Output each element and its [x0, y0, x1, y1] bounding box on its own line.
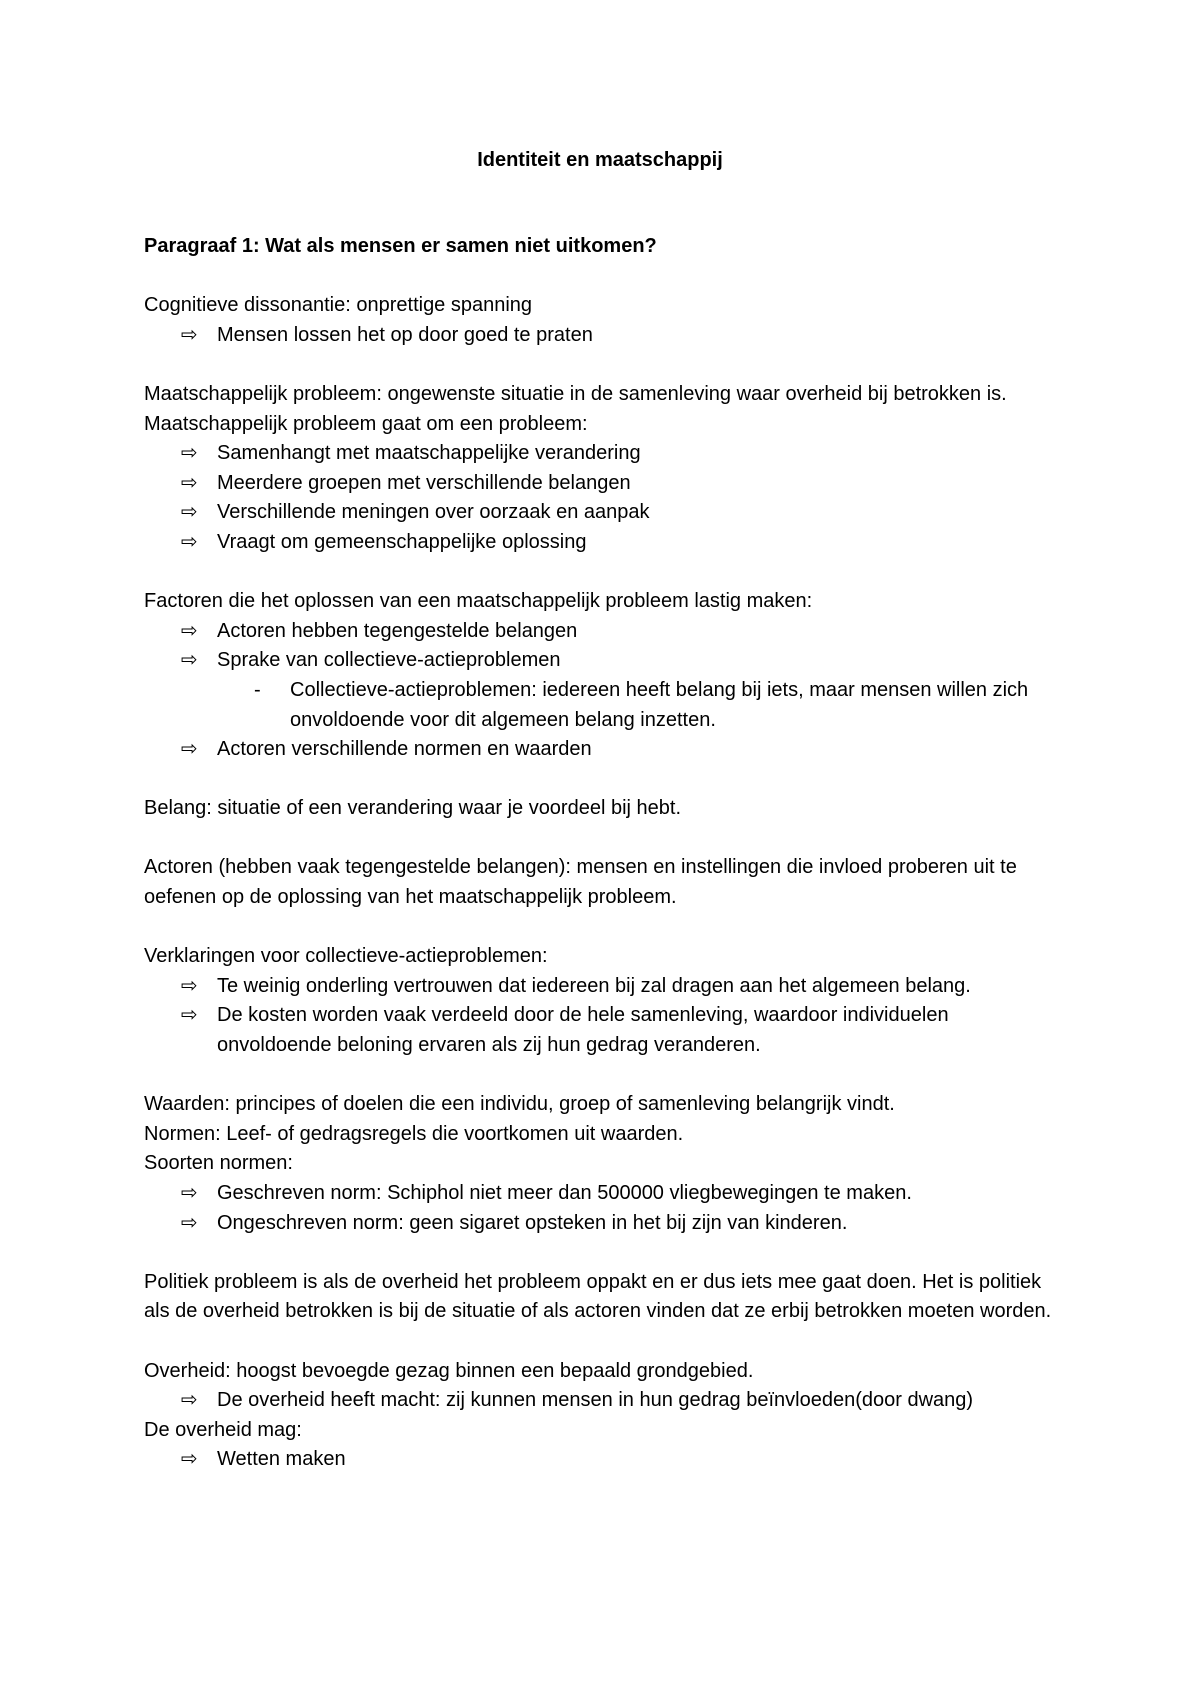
paragraph-gap	[144, 350, 1064, 380]
arrow-bullet-icon: ⇨	[181, 1211, 198, 1234]
government-powers-intro: De overheid mag:	[144, 1418, 302, 1441]
paragraph-gap	[144, 1327, 1064, 1357]
arrow-bullet-icon: ⇨	[181, 1182, 198, 1204]
arrow-list-item: ⇨ Actoren hebben tegengestelde belangen	[144, 617, 1064, 647]
paragraph-gap	[144, 262, 1064, 292]
arrow-bullet-icon: ⇨	[181, 738, 198, 761]
definition-social-problem: Maatschappelijk probleem: ongewenste situatie in de samenleving waar overheid bij betrokken is.	[144, 382, 1007, 405]
paragraph-gap	[144, 824, 1064, 854]
factors-intro: Factoren die het oplossen van een maatschappelijk probleem lastig maken:	[144, 590, 813, 613]
norm-types-intro: Soorten normen:	[144, 1152, 293, 1175]
arrow-list-item: ⇨ Ongeschreven norm: geen sigaret opsteken in het bij zijn van kinderen.	[144, 1209, 1064, 1239]
definition-cognitive-dissonance: Cognitieve dissonantie: onprettige spanning	[144, 294, 533, 317]
definition-actors: Actoren (hebben vaak tegengestelde belangen): mensen en instellingen die invloed proberen uit te oefenen op de oplossing van het maatschappelijk probleem.	[144, 856, 1017, 909]
arrow-bullet-icon: ⇨	[181, 501, 198, 524]
arrow-bullet-icon: ⇨	[181, 619, 198, 642]
paragraph-gap	[144, 765, 1064, 795]
paragraph-gap	[144, 913, 1064, 943]
arrow-bullet-icon: ⇨	[181, 471, 198, 494]
arrow-list-item: ⇨ De kosten worden vaak verdeeld door de hele samenleving, waardoor individuelen onvoldoende beloning ervaren als zij hun gedrag veranderen.	[144, 1001, 1064, 1060]
arrow-bullet-icon: ⇨	[181, 1448, 198, 1471]
arrow-list-item: ⇨ Geschreven norm: Schiphol niet meer dan 500000 vliegbewegingen te maken.	[144, 1179, 1064, 1209]
definition-values: Waarden: principes of doelen die een individu, groep of samenleving belangrijk vindt.	[144, 1093, 895, 1116]
arrow-list-item: ⇨ Te weinig onderling vertrouwen dat iedereen bij zal dragen aan het algemeen belang.	[144, 972, 1064, 1002]
arrow-bullet-icon: ⇨	[181, 1004, 198, 1027]
definition-government: Overheid: hoogst bevoegde gezag binnen een bepaald grondgebied.	[144, 1359, 754, 1382]
arrow-bullet-icon: ⇨	[181, 1389, 198, 1412]
arrow-list-item: ⇨ Sprake van collectieve-actieproblemen	[144, 646, 1064, 676]
document-title: Identiteit en maatschappij	[477, 149, 723, 171]
arrow-list-item: ⇨ Meerdere groepen met verschillende belangen	[144, 469, 1064, 499]
arrow-bullet-icon: ⇨	[181, 974, 198, 997]
definition-interest: Belang: situatie of een verandering waar je voordeel bij hebt.	[144, 797, 682, 820]
dash-bullet-icon: -	[254, 678, 261, 701]
arrow-list-item: ⇨ Actoren verschillende normen en waarden	[144, 735, 1064, 765]
document-body	[144, 232, 1064, 1475]
section-heading: Paragraaf 1: Wat als mensen er samen niet uitkomen?	[144, 235, 657, 257]
arrow-bullet-icon: ⇨	[181, 442, 198, 465]
arrow-bullet-icon: ⇨	[181, 323, 198, 346]
arrow-bullet-icon: ⇨	[181, 649, 198, 672]
arrow-list-item: ⇨ De overheid heeft macht: zij kunnen mensen in hun gedrag beïnvloeden(door dwang)	[144, 1386, 1064, 1416]
arrow-list-item: ⇨ Mensen lossen het op door goed te praten	[144, 321, 1064, 351]
definition-norms: Normen: Leef- of gedragsregels die voortkomen uit waarden.	[144, 1122, 684, 1145]
arrow-list-item: ⇨ Samenhangt met maatschappelijke verandering	[144, 439, 1064, 469]
arrow-list-item: ⇨ Verschillende meningen over oorzaak en aanpak	[144, 498, 1064, 528]
paragraph-gap	[144, 1061, 1064, 1091]
definition-political-problem: Politiek probleem is als de overheid het probleem oppakt en er dus iets mee gaat doen. Het is politiek als de overheid betrokken is bij de situatie of als actoren vinden dat ze erbij betrokken moeten worden.	[144, 1270, 1052, 1323]
explanations-intro: Verklaringen voor collectieve-actieproblemen:	[144, 945, 548, 968]
paragraph-gap	[144, 558, 1064, 588]
arrow-bullet-icon: ⇨	[181, 530, 198, 553]
social-problem-intro: Maatschappelijk probleem gaat om een probleem:	[144, 412, 588, 435]
dash-list-item: - Collectieve-actieproblemen: iedereen heeft belang bij iets, maar mensen willen zich onvoldoende voor dit algemeen belang inzetten.	[144, 676, 1064, 735]
arrow-list-item: ⇨ Vraagt om gemeenschappelijke oplossing	[144, 528, 1064, 558]
arrow-list-item: ⇨ Wetten maken	[144, 1445, 1064, 1475]
paragraph-gap	[144, 1238, 1064, 1268]
